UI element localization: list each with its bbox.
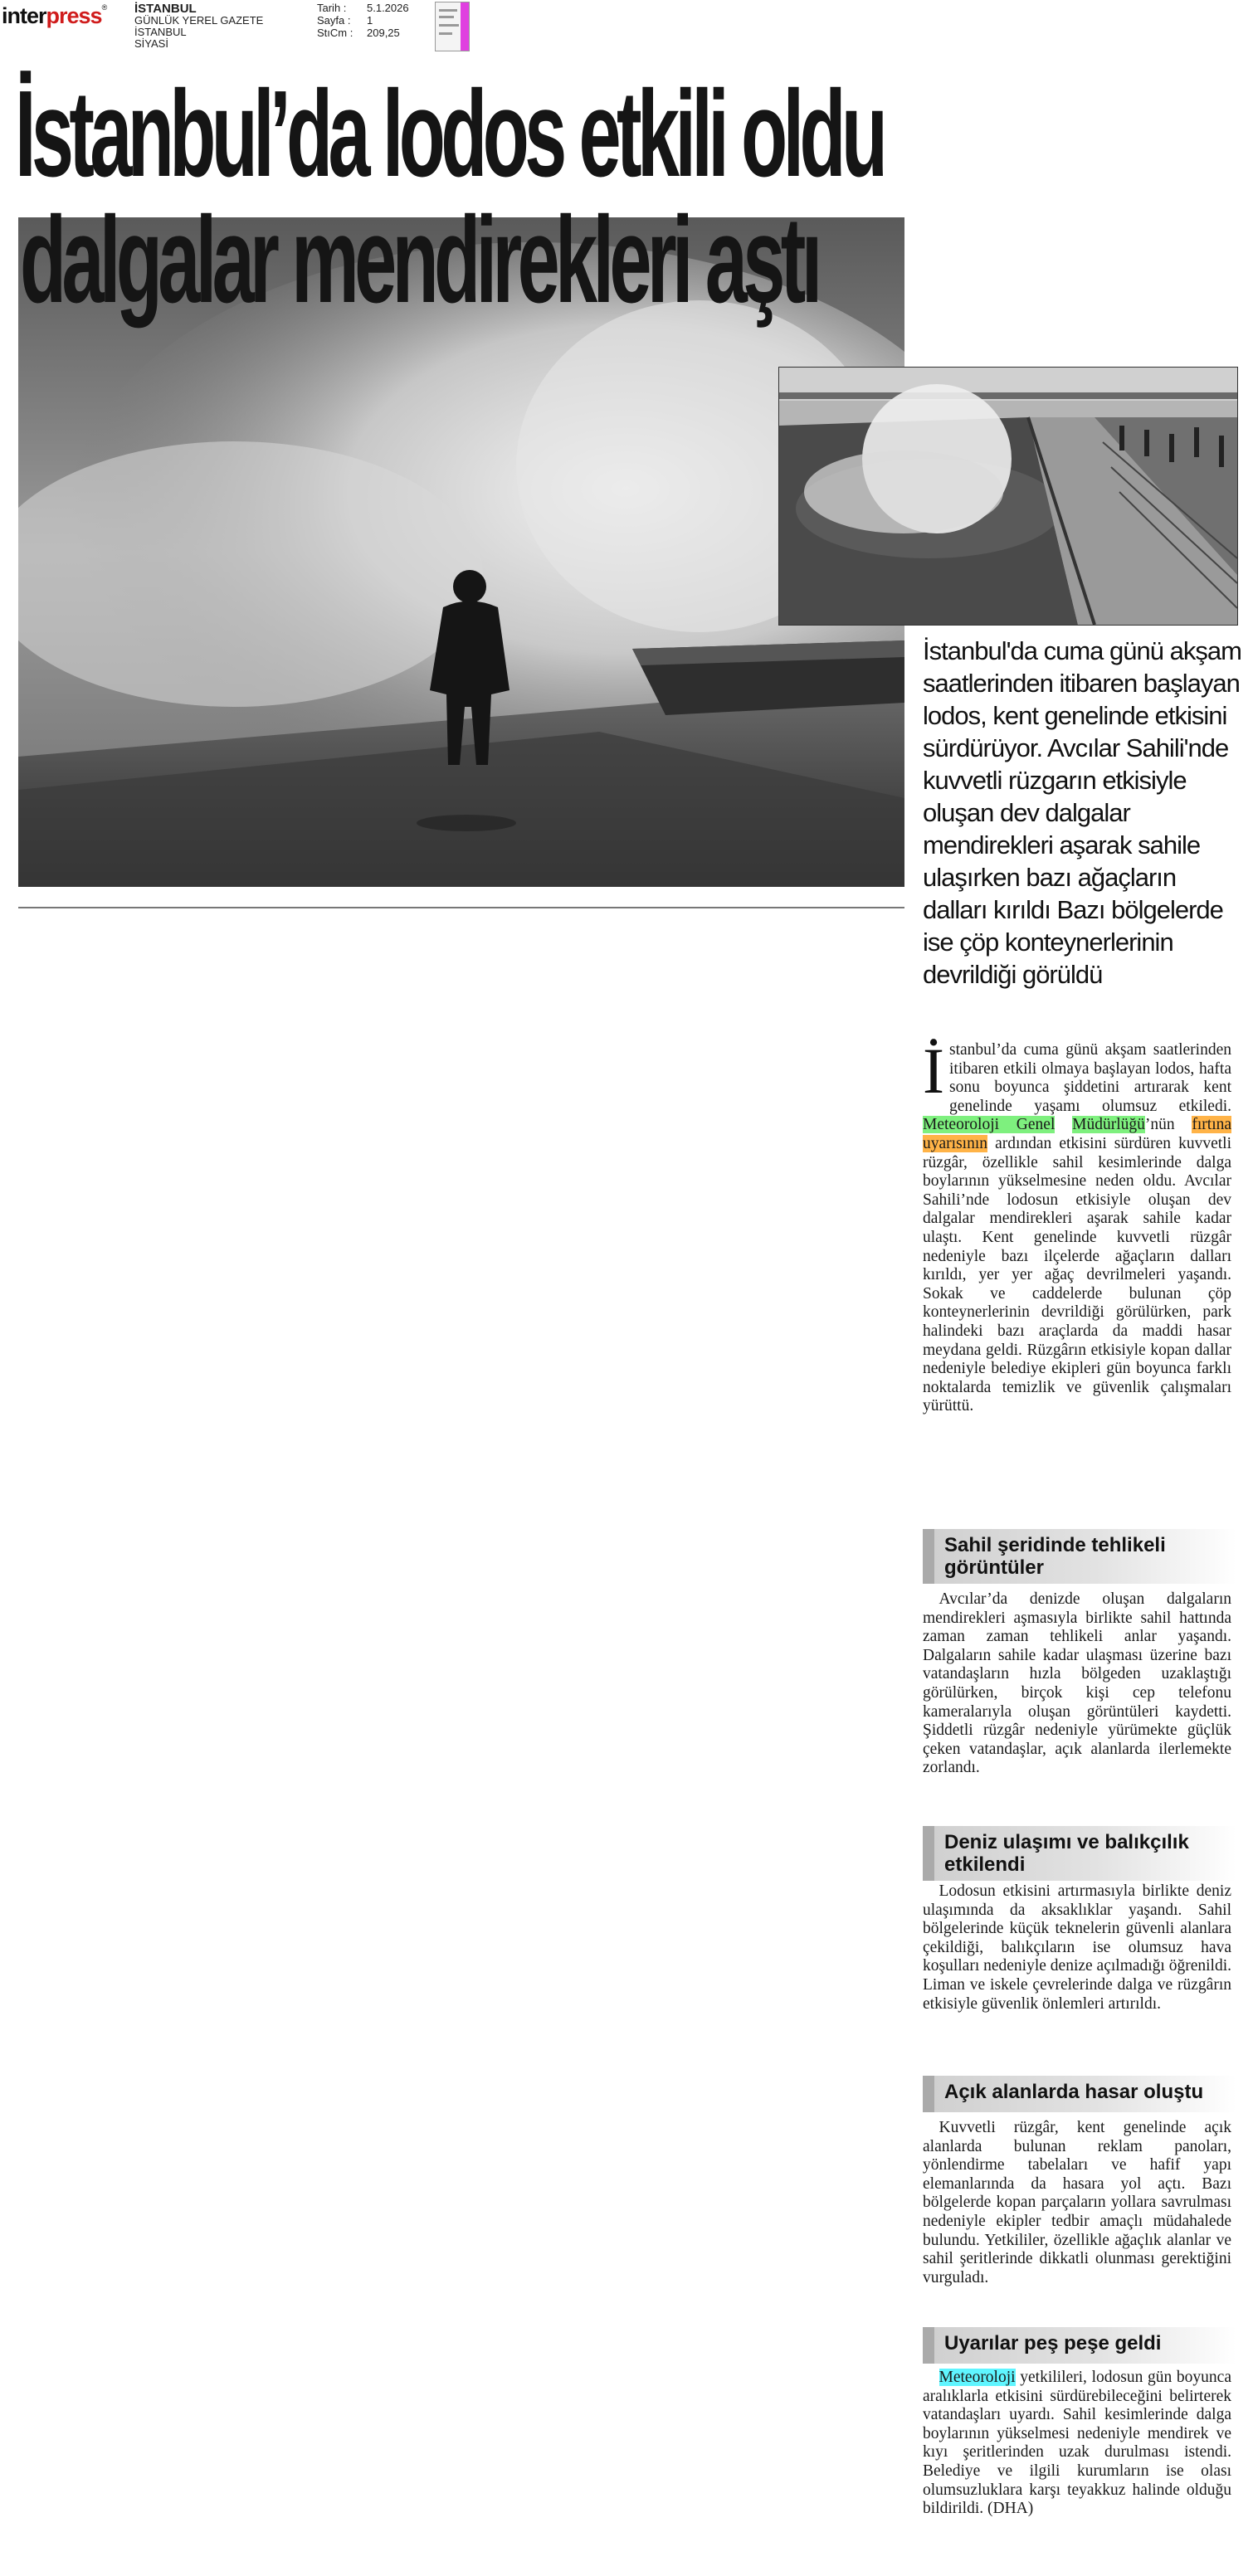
size-value: 209,25 xyxy=(367,27,400,39)
section-text: Lodosun etkisini artırmasıyla birlikte deniz ulaşımında da aksaklıklar yaşandı. Sahil bölgelerinde küçük teknelerin güvenli alanlara çekildiği, balıkçıların ise olumsuz hava koşulları nedeniyle denize açılmadığı öğrenildi. Liman ve iskele çevrelerinde dalga ve rüzgârın etkisiyle güvenlik önlemleri artırıldı. xyxy=(923,1882,1232,2013)
subheading-text: Uyarılar peş peşe geldi xyxy=(944,2332,1162,2354)
subheading-uyarilar xyxy=(923,2327,1236,2364)
subheading-bar xyxy=(923,1826,934,1881)
date-value: 5.1.2026 xyxy=(367,2,409,14)
page-thumbnail[interactable] xyxy=(435,2,470,51)
thumbnail-line xyxy=(439,9,457,12)
headline-line-1: İstanbul’da lodos etkili oldu xyxy=(15,66,884,202)
highlight-firtina: fırtına xyxy=(1192,1116,1232,1134)
region-label: İSTANBUL xyxy=(134,26,187,38)
body-text: ardından etkisini sürdüren kuvvetli rüzgâr, özellikle sahil kesimlerinde dalga boylarının yükselmesine neden oldu. Avcılar Sahili’nde lodosun etkisiyle oluşan dev dalgalar mendirekleri aşarak sahile kadar ulaştı. Kent genelinde kuvvetli rüzgâr nedeniyle bazı ilçelerde ağaçların dalları kırıldı, yer yer ağaç devrilmeleri yaşandı. Sokak ve caddelerde bulunan çöp konteynerlerinin devrildiği görülürken, park halindeki bazı araçlarda da maddi hasar meydana geldi. Rüzgârın etkisiyle kopan dallar nedeniyle belediye ekipleri gün boyunca farklı noktalarda temizlik ve güvenlik çalışmaları yürüttü. xyxy=(923,1134,1232,1415)
section-text: Kuvvetli rüzgâr, kent genelinde açık alanlarda bulunan reklam panoları, yönlendirme tabelaları ve hafif yapı elemanlarında da hasara yol açtı. Bazı bölgelerde kopan parçaların yollara savrulması nedeniyle ekipler tedbir amaçlı müdahalede bulundu. Yetkililer, özellikle ağaçlık alanlar ve sahil şeritlerinde dikkatli olunması gerektiğini vurguladı. xyxy=(923,2119,1231,2286)
secondary-photo-promenade xyxy=(778,367,1238,626)
subheading-bar xyxy=(923,2327,934,2364)
subheading-text: Açık alanlarda hasar oluştu xyxy=(944,2081,1204,2103)
publication-type: GÜNLÜK YEREL GAZETE xyxy=(134,14,264,27)
subheading-sahil xyxy=(923,1529,1236,1584)
section-paragraph-4 xyxy=(923,2369,1231,2519)
interpress-logo xyxy=(2,3,106,29)
thumbnail-highlight xyxy=(461,2,469,51)
subheading-bar xyxy=(923,2076,934,2112)
thumbnail-line xyxy=(439,24,459,27)
clipping-meta xyxy=(317,2,409,39)
category-label: SİYASİ xyxy=(134,37,168,50)
date-row xyxy=(317,2,409,14)
highlight-mudurlugu: Müdürlüğü xyxy=(1072,1116,1145,1134)
body-text: ’nün xyxy=(1144,1116,1175,1134)
section-text: Avcılar’da denizde oluşan dalgaların mendirekleri aşmasıyla birlikte sahil hattında zaman zaman tehlikeli anlar yaşandı. Dalgaların sahile kadar ulaşması üzerine bazı vatandaşların hızla bölgeden uzaklaştığı görülürken, birçok kişi cep telefonu kameralarıyla oluşan görüntüleri kaydetti. Şiddetli rüzgâr nedeniyle yürümekte güçlük çeken vatandaşlar, açık alanlarda ilerlemekte zorlandı. xyxy=(923,1590,1231,1777)
drop-cap: İ xyxy=(923,1035,944,1107)
logo-text-inter: inter xyxy=(2,3,46,28)
size-label: StıCm : xyxy=(317,27,353,39)
subheading-text: Sahil şeridinde tehlikeli görüntüler xyxy=(944,1534,1166,1579)
subheading-bar xyxy=(923,1529,934,1584)
date-label: Tarih : xyxy=(317,2,347,14)
publication-info xyxy=(134,3,263,50)
section-text: yetkilileri, lodosun gün boyunca aralıklarla etkisini sürdürebileceğini belirterek vatandaşları uyardı. Sahil kesimlerinde dalga boylarının yükselmesi nedeniyle mendirek ve kıyı şeritlerinden uzak durulması istendi. Belediye ve ilgili kurumların ise olası olumsuzluklara karşı teyakkuz halinde olduğu bildirildi. (DHA) xyxy=(923,2369,1231,2518)
photo-divider xyxy=(18,907,904,908)
body-paragraph-main xyxy=(923,1035,1232,1416)
highlight-meteoroloji-genel: Meteoroloji Genel xyxy=(923,1116,1056,1134)
subheading-hasar xyxy=(923,2076,1236,2112)
section-paragraph-3 xyxy=(923,2119,1231,2287)
size-row xyxy=(317,27,409,39)
subheading-deniz xyxy=(923,1826,1236,1881)
subheading-text: Deniz ulaşımı ve balıkçılık etkilendi xyxy=(944,1831,1189,1876)
section-paragraph-2 xyxy=(923,1882,1231,2014)
page-row xyxy=(317,14,409,27)
logo-text-press: press xyxy=(46,3,102,28)
logo-registered-mark: ® xyxy=(101,3,107,12)
page-label: Sayfa : xyxy=(317,14,351,27)
thumbnail-line xyxy=(439,16,454,18)
promenade-photo-illustration xyxy=(779,368,1237,625)
thumbnail-line xyxy=(439,32,452,35)
highlight-uyarisinin: uyarısının xyxy=(923,1134,987,1152)
lead-paragraph: İstanbul'da cuma günü akşam saatlerinden itibaren başlayan lodos, kent genelinde etkisini sürdürüyor. Avcılar Sahili'nde kuvvetli rüzgarın etkisiyle oluşan dev dalgalar mendirekleri aşarak sahile ulaşırken bazı ağaçların dalları kırıldı Bazı bölgelerde ise çöp konteynerlerinin devrildiği görüldü xyxy=(923,636,1241,989)
body-text: stanbul’da cuma günü akşam saatlerinden itibaren etkili olmaya başlayan lodos, hafta sonu boyunca şiddetini artırarak kent genelinde yaşamı olumsuz etkiledi. xyxy=(948,1041,1231,1115)
page-value: 1 xyxy=(367,14,373,27)
headline-line-2: dalgalar mendirekleri aştı xyxy=(20,192,818,329)
section-paragraph-1 xyxy=(923,1590,1231,1778)
highlight-meteoroloji: Meteoroloji xyxy=(939,2369,1016,2386)
city-label: İSTANBUL xyxy=(134,2,197,16)
